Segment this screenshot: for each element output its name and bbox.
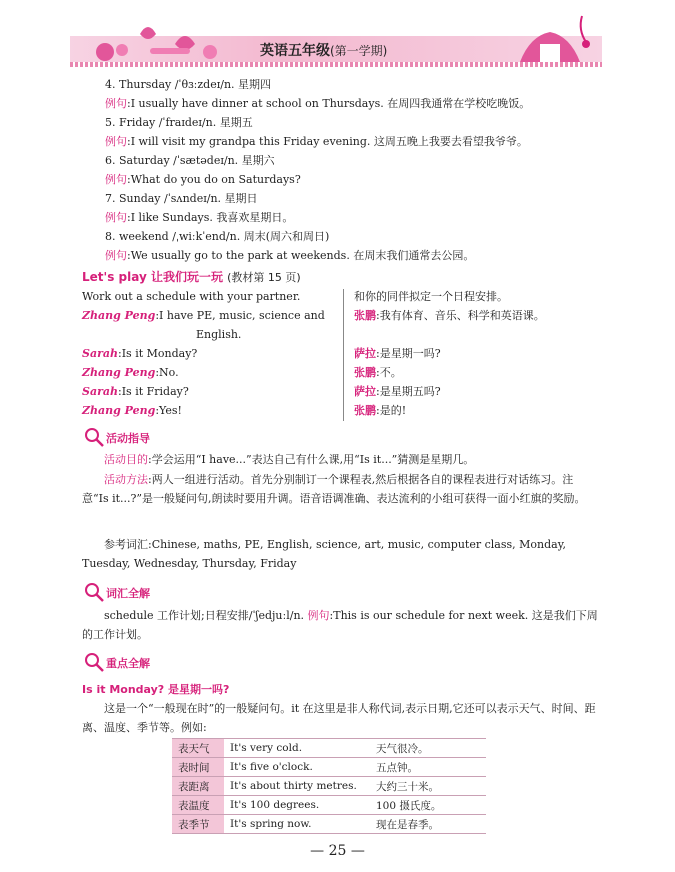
vocab-4: 4. Thursday /ˈθɜːzdeɪ/n. 星期四 [105,78,272,91]
vocab-8-example: 例句:We usually go to the park at weekends. 在周末我们通常去公园。 [105,249,475,262]
table-row [172,777,486,796]
speaker-name: 张鹏 [354,366,376,379]
table-row [172,739,486,758]
goal-label: 活动目的 [104,453,148,466]
guide-method: 活动方法:两人一组进行活动。首先分别制订一个课程表,然后根据各自的课程表进行对话练习。注意“Is it...?”是一般疑问句,朗读时要用升调。语音语调准确、表达流利的小组可获得一面小红旗的奖励。 [82,473,586,505]
header-decoration-right-icon [500,14,600,66]
table-cell-en: It's 100 degrees. [224,796,370,815]
dialogue-divider [343,289,344,421]
magnifier-icon [84,582,106,604]
table-row [172,815,486,834]
table-cell-cn: 五点钟。 [370,758,486,777]
example-label: 例句 [307,609,330,622]
example-label: 例句 [105,211,127,224]
table-cell-key: 表距离 [172,777,224,796]
vocab-7-example: 例句:I like Sundays. 我喜欢星期日。 [105,211,294,224]
table-row [172,796,486,815]
magnifier-icon [84,652,106,674]
header-decoration-left-icon [80,14,230,66]
dialogue-en-line: Zhang Peng:No. [82,366,179,379]
speaker-name: Zhang Peng [82,366,156,379]
guide-vocab: 参考词汇:Chinese, maths, PE, English, science, art, music, computer class, Monday, Tuesday, Wednesday, Thursday, Friday [82,538,566,570]
header-title: 英语五年级(第一学期) [260,43,388,59]
table-cell-en: It's about thirty metres. [224,777,370,796]
header-subtitle: (第一学期) [330,44,388,58]
dialogue-cn-line: 和你的同伴拟定一个日程安排。 [354,290,508,303]
table-cell-cn: 大约三十米。 [370,777,486,796]
example-label: 例句 [105,97,127,110]
word-schedule: schedule 工作计划;日程安排/ˈʃedjuːl/n. 例句:This is our schedule for next week. 这是我们下周的工作计划。 [82,609,598,641]
table-cell-key: 表季节 [172,815,224,834]
dialogue-cn-line: 张鹏:是的! [354,404,407,417]
dialogue-en-line: Work out a schedule with your partner. [82,290,301,303]
dialogue-cn-line: 张鹏:不。 [354,366,402,379]
dialogue-en-line: English. [196,328,242,341]
dialogue-cn-line: 萨拉:是星期五吗? [354,385,441,398]
speaker-name: Zhang Peng [82,309,156,322]
dialogue-cn-line: 张鹏:我有体育、音乐、科学和英语课。 [354,309,545,322]
key-paragraph: 这是一个“一般现在时”的一般疑问句。it 在这里是非人称代词,表示日期,它还可以表示天气、时间、距离、温度、季节等。例如: [82,702,596,734]
speaker-name: 张鹏 [354,309,376,322]
speaker-name: 张鹏 [354,404,376,417]
letsplay-title: Let's play 让我们玩一玩 (教材第 15 页) [82,270,301,284]
vocab-6-example: 例句:What do you do on Saturdays? [105,173,301,186]
page-number: — 25 — [310,843,365,859]
example-label: 例句 [105,249,127,262]
key-title: Is it Monday? 是星期一吗? [82,683,230,696]
vocab-8: 8. weekend /ˌwiːkˈend/n. 周末(周六和周日) [105,230,330,243]
speaker-name: Sarah [82,385,118,398]
speaker-name: 萨拉 [354,347,376,360]
dialogue-en-line: Sarah:Is it Friday? [82,385,189,398]
guide-goal: 活动目的:学会运用“I have...”表达自己有什么课,用“Is it...”猜测是星期几。 [104,453,475,466]
table-row [172,758,486,777]
page-header [70,14,602,72]
table-cell-cn: 天气很冷。 [370,739,486,758]
table-cell-en: It's five o'clock. [224,758,370,777]
speaker-name: 萨拉 [354,385,376,398]
vocab-5: 5. Friday /ˈfraɪdeɪ/n. 星期五 [105,116,253,129]
textbook-page-note: (教材第 15 页) [227,271,301,284]
table-cell-key: 表时间 [172,758,224,777]
speaker-name: Sarah [82,347,118,360]
magnifier-icon [84,427,106,449]
vocab-4-example: 例句:I usually have dinner at school on Thursdays. 在周四我通常在学校吃晚饭。 [105,97,531,110]
vocab-5-example: 例句:I will visit my grandpa this Friday evening. 这周五晚上我要去看望我爷爷。 [105,135,528,148]
example-table [172,738,486,834]
dialogue-en-line: Sarah:Is it Monday? [82,347,198,360]
table-cell-key: 表天气 [172,739,224,758]
method-label: 活动方法 [104,473,148,486]
example-label: 例句 [105,135,127,148]
dialogue-cn-line: 萨拉:是星期一吗? [354,347,441,360]
example-label: 例句 [105,173,127,186]
vocab-7: 7. Sunday /ˈsʌndeɪ/n. 星期日 [105,192,258,205]
table-cell-cn: 100 摄氏度。 [370,796,486,815]
dialogue-en-line: Zhang Peng:I have PE, music, science and [82,309,325,322]
speaker-name: Zhang Peng [82,404,156,417]
table-cell-cn: 现在是春季。 [370,815,486,834]
table-cell-key: 表温度 [172,796,224,815]
dialogue-en-line: Zhang Peng:Yes! [82,404,182,417]
table-cell-en: It's spring now. [224,815,370,834]
vocab-6: 6. Saturday /ˈsætədeɪ/n. 星期六 [105,154,275,167]
table-cell-en: It's very cold. [224,739,370,758]
